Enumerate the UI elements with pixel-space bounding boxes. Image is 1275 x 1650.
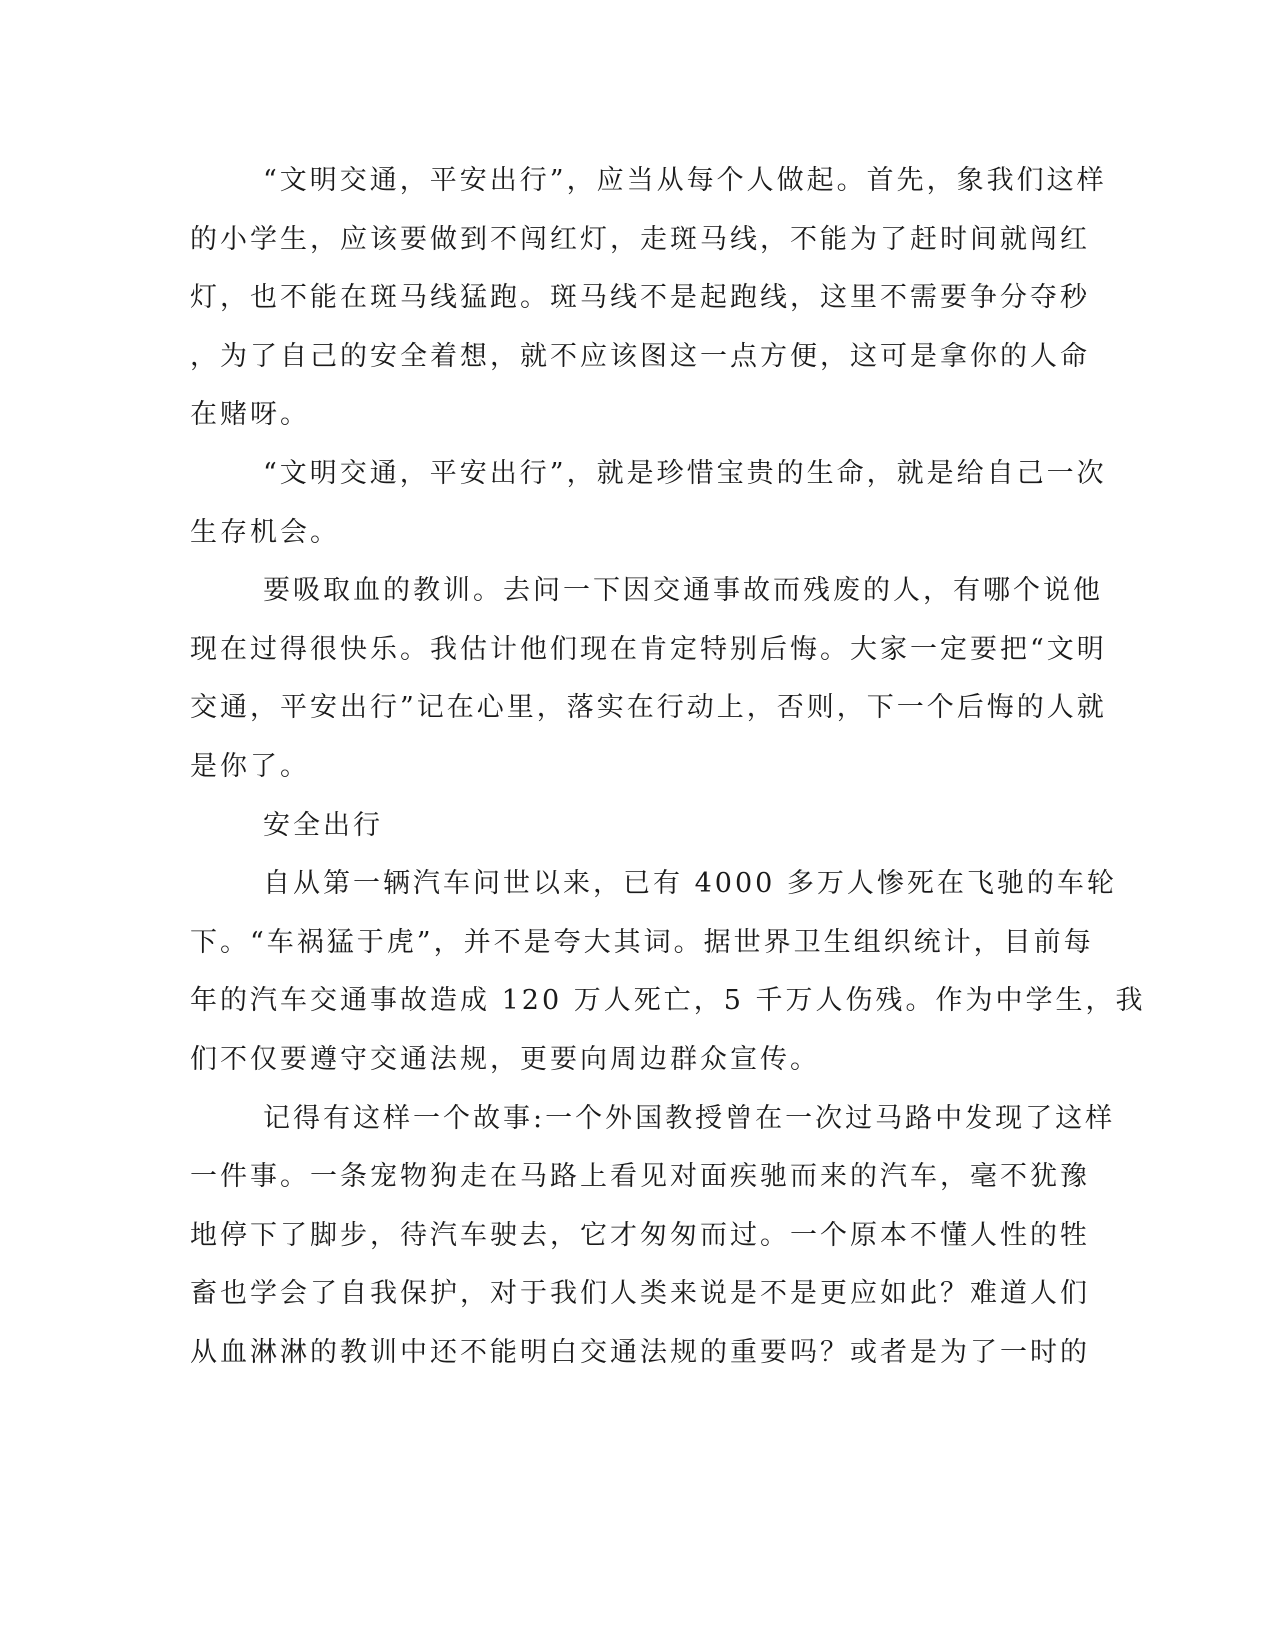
paragraph-line: 畜也学会了自我保护，对于我们人类来说是不是更应如此？难道人们	[190, 1278, 1090, 1309]
paragraph-line: 交通，平安出行”记在心里，落实在行动上，否则，下一个后悔的人就	[190, 692, 1107, 723]
paragraph-line: 年的汽车交通事故造成 120 万人死亡，5 千万人伤残。作为中学生，我	[190, 985, 1146, 1016]
paragraph-line: 要吸取血的教训。去问一下因交通事故而残废的人，有哪个说他	[263, 575, 1103, 606]
paragraph-line: “文明交通，平安出行”，就是珍惜宝贵的生命，就是给自己一次	[263, 458, 1107, 489]
paragraph-line: 一件事。一条宠物狗走在马路上看见对面疾驰而来的汽车，毫不犹豫	[190, 1161, 1090, 1192]
paragraph-line: 从血淋淋的教训中还不能明白交通法规的重要吗？或者是为了一时的	[190, 1337, 1090, 1368]
paragraph-line: ，为了自己的安全着想，就不应该图这一点方便，这可是拿你的人命	[190, 341, 1090, 372]
paragraph-line: 的小学生，应该要做到不闯红灯，走斑马线，不能为了赶时间就闯红	[190, 224, 1090, 255]
paragraph-line: 生存机会。	[190, 517, 340, 548]
paragraph-line: 是你了。	[190, 751, 310, 782]
paragraph-line: 自从第一辆汽车问世以来，已有 4000 多万人惨死在飞驰的车轮	[263, 868, 1117, 899]
paragraph-line: 记得有这样一个故事:一个外国教授曾在一次过马路中发现了这样	[263, 1103, 1116, 1134]
paragraph-line: 们不仅要遵守交通法规，更要向周边群众宣传。	[190, 1044, 820, 1075]
paragraph-line: 下。“车祸猛于虎”，并不是夸大其词。据世界卫生组织统计，目前每	[190, 927, 1094, 958]
paragraph-line: “文明交通，平安出行”，应当从每个人做起。首先，象我们这样	[263, 165, 1107, 196]
section-heading: 安全出行	[263, 810, 383, 841]
paragraph-line: 现在过得很快乐。我估计他们现在肯定特别后悔。大家一定要把“文明	[190, 634, 1107, 665]
paragraph-line: 地停下了脚步，待汽车驶去，它才匆匆而过。一个原本不懂人性的牲	[190, 1220, 1090, 1251]
paragraph-line: 灯，也不能在斑马线猛跑。斑马线不是起跑线，这里不需要争分夺秒	[190, 282, 1090, 313]
paragraph-line: 在赌呀。	[190, 399, 310, 430]
